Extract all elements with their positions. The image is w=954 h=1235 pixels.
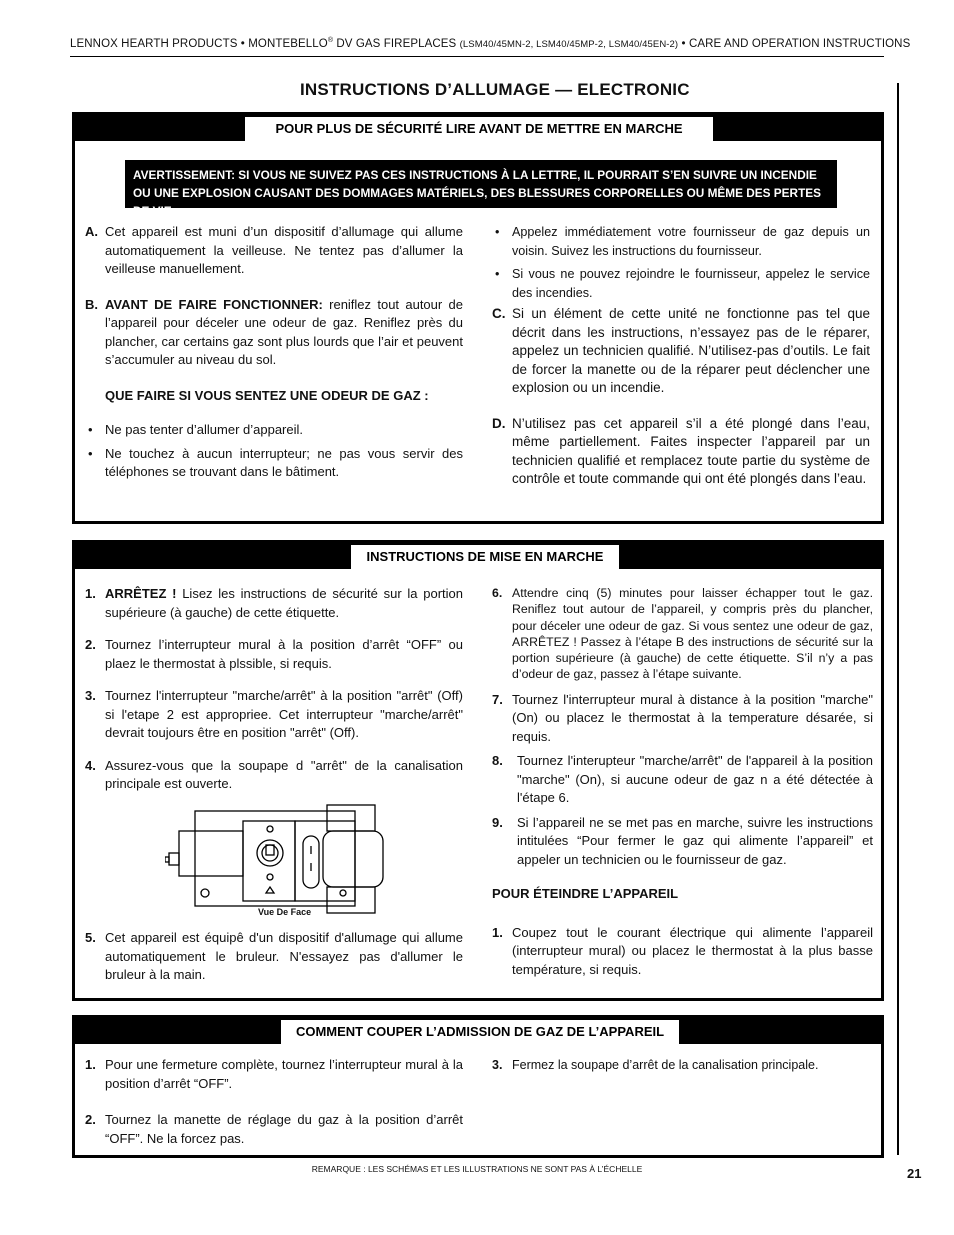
bullet-item: • Si vous ne pouvez rejoindre le fournisseur, appelez le service des incendies. (492, 265, 870, 302)
safety-section-label: POUR PLUS DE SÉCURITÉ LIRE AVANT DE METTRE EN MARCHE (245, 117, 713, 141)
item-label: C. (492, 306, 506, 321)
warning-box: AVERTISSEMENT: SI VOUS NE SUIVEZ PAS CES INSTRUCTIONS À LA LETTRE, IL POURRAIT S’EN SUIVRE UN INCENDIE OU UNE EXPLOSION CAUSANT DES DOMMAGES MATÉRIELS, DES BLESSURES CORPORELLES OU MÊME DES PERTES DE VIE. (125, 160, 837, 208)
shutdown-step-1 (492, 924, 873, 980)
startup-section (72, 540, 884, 1001)
step-text: Assurez-vous que la soupape d "arrêt" de la canalisation principale est ouverte. (105, 757, 463, 791)
gas-shutoff-section (72, 1015, 884, 1158)
startup-right-column (492, 585, 873, 996)
step-text: Tournez l’interrupteur mural à la position d’arrêt “OFF” ou plaez le thermostat à plssible, si requis. (105, 637, 463, 671)
shutdown-heading: POUR ÉTEINDRE L’APPAREIL (492, 886, 679, 902)
step-number: 2. (85, 637, 96, 652)
item-bold-text: AVANT DE FAIRE FONCTIONNER: (105, 296, 323, 312)
item-text: Si un élément de cette unité ne fonctionne pas tel que décrit dans les instructions, n’essayez pas de le réparer, appelez un technicien qualifié. N’utilisez-pas d’outils. Le fait de forcer la manette ou de la réparer peut déclencher une explosion ou un incendie. (512, 306, 870, 395)
item-label: D. (492, 415, 506, 431)
item-text: Cet appareil est muni d’un dispositif d’allumage qui allume automatiquement la veilleuse. Ne tentez pas d’allumer la veilleuse manuellement. (105, 224, 463, 276)
startup-step-1 (85, 585, 463, 622)
bullet-item: • Ne pas tenter d’allumer d’appareil. (85, 421, 463, 440)
step-number: 1. (492, 924, 503, 940)
gas-shutoff-right-column (492, 1056, 872, 1092)
startup-step-5 (85, 929, 463, 985)
bullet-item: • Ne touchez à aucun interrupteur; ne pas vous servir des téléphones se trouvant dans le bâtiment. (85, 445, 463, 482)
margin-rule (897, 83, 899, 1155)
registered-mark: ® (327, 37, 334, 44)
startup-step-2 (85, 636, 463, 673)
step-text: Si l’appareil ne se met pas en marche, suivre les instructions intitulées “Pour fermer le gaz qui alimente l’appareil” et appeler un technicien ou le fournisseur de gaz. (517, 814, 873, 867)
startup-step-3 (85, 687, 463, 743)
header-product-rest: DV GAS FIREPLACES (333, 37, 460, 50)
step-number: 1. (85, 1057, 96, 1072)
item-text: N’utilisez pas cet appareil s’il a été plongé dans l’eau, même partiellement. Faites inspecter l’appareil par un technicien qualifié et remplacez toute partie du système de contrôle et toute commande qui ont été plongés dans l’eau. (512, 415, 870, 486)
startup-step-8 (492, 752, 873, 808)
step-text: Attendre cinq (5) minutes pour laisser échapper tout le gaz. Reniflez tout autour de l’appareil, y compris près du plancher, pour déceler une odeur de gaz. Si vous sentez une odeur de gaz, ARRÊTEZ ! Passez à l’étape B des instructions de sécurité sur la portion supérieure (à gauche) de cette étiquette. S’il n’y a pas d’odeur de gaz, passez à l’étape suivante. (512, 586, 873, 682)
item-label: B. (85, 296, 98, 312)
startup-left-column (85, 585, 463, 811)
step-number: 2. (85, 1112, 96, 1127)
page-number: 21 (907, 1166, 922, 1181)
instruction-d (492, 415, 870, 489)
header-separator-2: • (681, 37, 686, 50)
step-text: Tournez la manette de réglage du gaz à la position d’arrêt “OFF”. Ne la forcez pas. (105, 1112, 463, 1146)
gas-off-step-3 (492, 1056, 872, 1075)
step-text: Lisez les instructions de sécurité sur la portion supérieure (à gauche) de cette étiquette. (105, 586, 463, 620)
safety-right-column (492, 223, 870, 506)
header-brand: LENNOX HEARTH PRODUCTS (70, 37, 238, 50)
figure-caption: Vue De Face (258, 907, 312, 917)
step-text: Fermez la soupape d’arrêt de la canalisation principale. (512, 1058, 819, 1072)
step-text: Tournez l'interrupteur mural à distance à la position "marche" (On) ou placez le thermostat à la temperature désarée, si requis. (512, 691, 873, 744)
startup-step-6 (492, 585, 873, 683)
instruction-b (85, 296, 463, 370)
gas-valve-diagram (165, 801, 405, 921)
bullet-item: • Appelez immédiatement votre fournisseur de gaz depuis un voisin. Suivez les instructions du fournisseur. (492, 223, 870, 260)
page-title: INSTRUCTIONS D’ALLUMAGE — ELECTRONIC (300, 80, 690, 99)
instruction-c (492, 305, 870, 398)
step-number: 1. (85, 586, 96, 601)
gas-off-step-1 (85, 1056, 463, 1093)
step-text: Coupez tout le courant électrique qui alimente l’appareil (interrupteur mural) ou placez le thermostat à la plus basse température, si requis. (512, 924, 873, 977)
header-doc-title: CARE AND OPERATION INSTRUCTIONS (688, 37, 911, 50)
safety-left-column (85, 223, 463, 487)
startup-step-9 (492, 814, 873, 870)
safety-section (72, 112, 884, 524)
step-bold-text: ARRÊTEZ ! (105, 586, 177, 601)
startup-step-4 (85, 757, 463, 794)
gas-shutoff-left-column (85, 1056, 463, 1165)
step-number: 6. (492, 586, 503, 600)
step-number: 4. (85, 757, 96, 773)
step-text: Tournez l'interrupteur "marche/arrêt" à la position "arrêt" (Off) si l'etape 2 est appropriee. Cet interrupteur "marche/arrêt" devrait toujours être en position "arrêt" (Off). (105, 688, 463, 740)
step-text: Cet appareil est équipê d'un dispositif d'allumage qui allume automatiquement le bruleur. N'essayez pas d'allumer le bruleur à la main. (105, 930, 463, 982)
step-number: 8. (492, 753, 503, 769)
step-number: 5. (85, 930, 96, 945)
footnote: REMARQUE : LES SCHÉMAS ET LES ILLUSTRATIONS NE SONT PAS À L’ÉCHELLE (311, 1164, 643, 1174)
running-header (70, 37, 911, 57)
step-text: Pour une fermeture complète, tournez l’interrupteur mural à la position d’arrêt “OFF”. (105, 1057, 463, 1091)
startup-step-7 (492, 691, 873, 747)
step-number: 3. (492, 1058, 503, 1072)
gas-shutoff-section-label: COMMENT COUPER L’ADMISSION DE GAZ DE L’APPAREIL (281, 1020, 679, 1044)
step-text: Tournez l'interupteur "marche/arrêt" de l'appareil à la position "marche" (On), si aucune odeur de gaz n a été détectée à l'étape 6. (517, 753, 873, 806)
step-number: 9. (492, 814, 503, 830)
gas-off-step-2 (85, 1111, 463, 1148)
step-number: 3. (85, 688, 96, 703)
header-product: MONTEBELLO (248, 37, 328, 50)
header-models: (LSM40/45MN-2, LSM40/45MP-2, LSM40/45EN-2) (459, 38, 679, 50)
instruction-a (85, 223, 463, 279)
step-number: 7. (492, 691, 503, 707)
startup-step-5-column (85, 929, 463, 1002)
item-text: reniflez tout autour de l’appareil pour déceler une odeur de gaz. Reniflez près du plancher, car certains gaz sont plus lourds que l’air et peuvent s’accumuler au niveau du sol. (105, 296, 464, 367)
item-label: A. (85, 224, 98, 239)
startup-section-label: INSTRUCTIONS DE MISE EN MARCHE (351, 545, 619, 569)
header-separator: • (240, 37, 245, 50)
odor-heading: QUE FAIRE SI VOUS SENTEZ UNE ODEUR DE GAZ : (105, 387, 429, 403)
